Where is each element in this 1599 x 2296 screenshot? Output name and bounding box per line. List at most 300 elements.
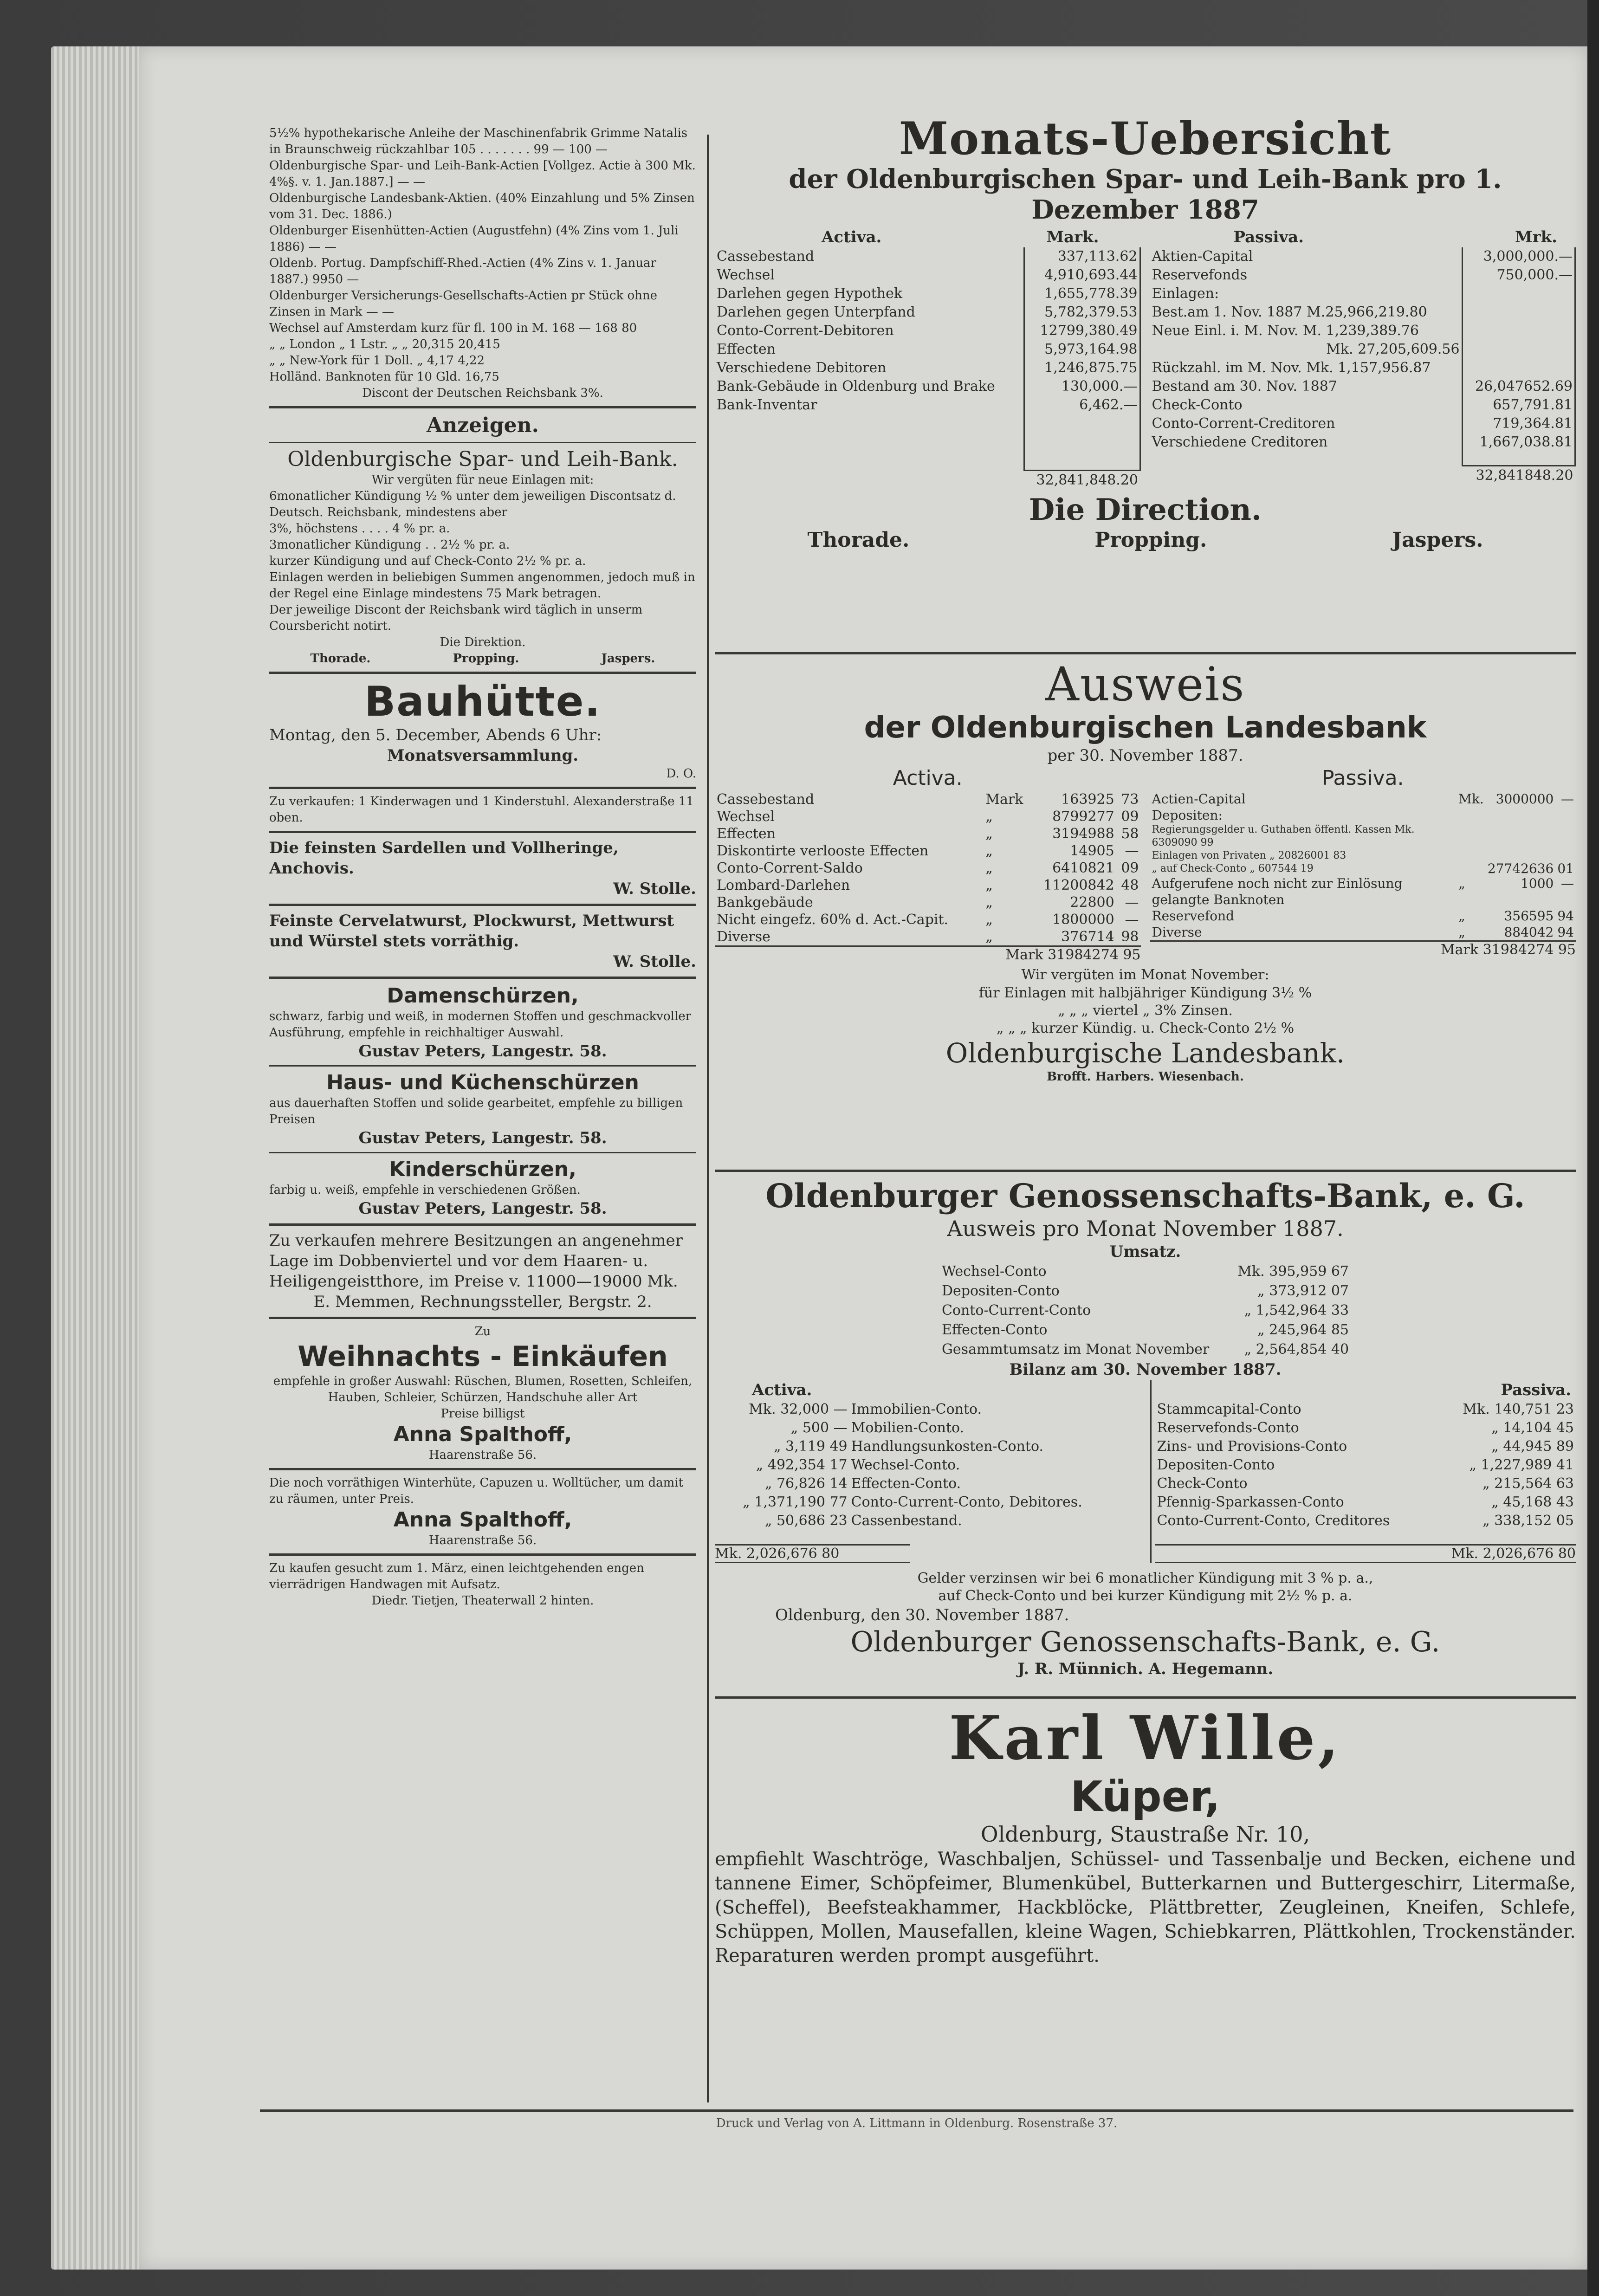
table-row bbox=[1150, 862, 1576, 875]
activa-value: 8799277 bbox=[1052, 808, 1114, 825]
passiva-value bbox=[1462, 322, 1575, 340]
activa-value: „ 50,686 23 bbox=[764, 1513, 848, 1529]
passiva-value bbox=[1486, 849, 1556, 862]
activa-unit: „ bbox=[985, 826, 993, 842]
haus-text: aus dauerhaften Stoffen und solide gearbeitet, empfehle zu billigen Preisen bbox=[269, 1096, 683, 1126]
passiva-total: 32,841848.20 bbox=[1462, 466, 1575, 485]
passiva-label: Aktien-Capital bbox=[1152, 248, 1253, 265]
passiva-label: Depositen-Conto bbox=[1157, 1457, 1275, 1473]
passiva-value: 27742636 bbox=[1487, 861, 1554, 876]
activa-label: Conto-Corrent-Saldo bbox=[717, 860, 863, 876]
umsatz-label: Conto-Current-Conto bbox=[941, 1302, 1091, 1319]
activa-unit: „ bbox=[985, 894, 993, 911]
genoss-passiva bbox=[1150, 1380, 1576, 1563]
umsatz-value: Mk. 395,959 67 bbox=[1237, 1263, 1349, 1280]
passiva-value bbox=[1462, 340, 1575, 359]
table-row bbox=[715, 359, 1140, 377]
kinder-text: farbig u. weiß, empfehle in verschiedenen Größen. bbox=[269, 1183, 581, 1197]
passiva-value: „ 14,104 45 bbox=[1491, 1420, 1574, 1436]
activa-label: Verschiedene Debitoren bbox=[717, 360, 887, 376]
passiva-label: Mk. 27,205,609.56 bbox=[1326, 341, 1460, 357]
divider bbox=[269, 1317, 696, 1319]
passiva-label: Einlagen von Privaten „ 20826001 83 bbox=[1152, 850, 1347, 861]
landes-subtitle: der Oldenburgischen Landesbank bbox=[864, 711, 1427, 745]
passiva-label: Check-Conto bbox=[1152, 397, 1243, 413]
table-row bbox=[715, 808, 1141, 825]
passiva-cents: — bbox=[1561, 791, 1574, 807]
table-row bbox=[715, 322, 1140, 340]
damen-sign: Gustav Peters, Langestr. 58. bbox=[358, 1042, 607, 1061]
table-row bbox=[715, 1512, 1141, 1530]
umsatz-value: „ 1,542,964 33 bbox=[1244, 1302, 1349, 1319]
spar-ad-line: Wir vergüten für neue Einlagen mit: bbox=[371, 473, 594, 487]
landes-activa-table bbox=[715, 791, 1141, 945]
activa-label: Handlungsunkosten-Conto. bbox=[851, 1438, 1044, 1455]
activa-value: 5,782,379.53 bbox=[1024, 303, 1140, 322]
activa-label: Effecten bbox=[717, 341, 776, 357]
table-row bbox=[715, 377, 1140, 396]
table-row bbox=[1150, 359, 1575, 377]
activa-value: 3194988 bbox=[1052, 826, 1114, 842]
passiva-label: Reservefonds bbox=[1152, 267, 1248, 283]
monats-passiva bbox=[1150, 227, 1576, 490]
spar-ad-line: Einlagen werden in beliebigen Summen angenommen, jedoch muß in der Regel eine Einlage mindestens 75 Mark betragen. bbox=[269, 570, 695, 601]
table-row bbox=[715, 303, 1140, 322]
monats-subtitle: der Oldenburgischen Spar- und Leih-Bank pro 1. Dezember 1887 bbox=[789, 164, 1502, 225]
mark-header: Mark. bbox=[1046, 228, 1099, 246]
activa-cents: 58 bbox=[1121, 826, 1139, 842]
passiva-header: Passiva. bbox=[1321, 766, 1404, 790]
passiva-total: Mark 31984274 95 bbox=[1150, 940, 1576, 958]
activa-cents: 09 bbox=[1121, 808, 1139, 825]
sardellen-ad bbox=[269, 838, 696, 899]
passiva-header: Passiva. bbox=[1233, 228, 1304, 246]
activa-label: Bank-Gebäude in Oldenburg und Brake bbox=[717, 378, 995, 395]
passiva-value: „ 45,168 43 bbox=[1491, 1494, 1574, 1510]
umsatz-label: Gesammtumsatz im Monat November bbox=[941, 1341, 1210, 1358]
passiva-label: Best.am 1. Nov. 1887 M.25,966,219.80 bbox=[1152, 304, 1427, 320]
cervelat-sign: W. Stolle. bbox=[613, 952, 696, 971]
right-column bbox=[715, 114, 1576, 2109]
cervelat-ad bbox=[269, 911, 696, 972]
table-row bbox=[941, 1301, 1349, 1320]
umsatz-value: „ 245,964 85 bbox=[1257, 1322, 1349, 1338]
bond-line: Wechsel auf Amsterdam kurz für fl. 100 in M. 168 — 168 80 bbox=[269, 321, 637, 335]
landes-passiva-table bbox=[1150, 791, 1576, 940]
passiva-value: 26,047652.69 bbox=[1462, 377, 1575, 396]
table-row bbox=[715, 1400, 1141, 1419]
passiva-total: Mk. 2,026,676 80 bbox=[1155, 1544, 1576, 1563]
wille-title: Karl Wille, bbox=[949, 1702, 1342, 1773]
table-row bbox=[1150, 303, 1575, 322]
table-row bbox=[715, 266, 1140, 285]
activa-label: Effecten bbox=[717, 826, 776, 842]
activa-label: Cassebestand bbox=[717, 248, 815, 265]
divider bbox=[715, 1170, 1576, 1172]
activa-label: Darlehen gegen Hypothek bbox=[717, 285, 903, 302]
activa-header: Activa. bbox=[822, 228, 882, 246]
passiva-label: Bestand am 30. Nov. 1887 bbox=[1152, 378, 1337, 395]
kinderwagen-ad: Zu verkaufen: 1 Kinderwagen und 1 Kinderstuhl. Alexanderstraße 11 oben. bbox=[269, 795, 694, 825]
passiva-label: Reservefond bbox=[1152, 908, 1235, 924]
spacer bbox=[1462, 452, 1575, 466]
passiva-label: Check-Conto bbox=[1157, 1475, 1248, 1492]
passiva-value: 3,000,000.— bbox=[1462, 247, 1575, 266]
passiva-header-row bbox=[1150, 227, 1576, 247]
footer-rule bbox=[260, 2109, 1573, 2112]
table-row bbox=[1150, 285, 1575, 303]
passiva-label: Pfennig-Sparkassen-Conto bbox=[1157, 1494, 1344, 1510]
divider bbox=[269, 1553, 696, 1556]
activa-label: Immobilien-Conto. bbox=[851, 1401, 982, 1417]
besitz-ad bbox=[269, 1230, 696, 1312]
genoss-signatures: J. R. Münnich. A. Hegemann. bbox=[1017, 1660, 1274, 1678]
wille-addr: Oldenburg, Staustraße Nr. 10, bbox=[980, 1822, 1310, 1847]
monats-balance bbox=[715, 227, 1576, 490]
divider bbox=[269, 1065, 696, 1067]
activa-value: 11200842 bbox=[1043, 877, 1114, 893]
table-row bbox=[715, 1493, 1141, 1512]
passiva-unit bbox=[1457, 849, 1486, 862]
cervelat-text: Feinste Cervelatwurst, Plockwurst, Mettwurst und Würstel stets vorräthig. bbox=[269, 912, 674, 951]
genoss-balance bbox=[715, 1380, 1576, 1563]
besitz-sign: E. Memmen, Rechnungssteller, Bergstr. 2. bbox=[313, 1293, 652, 1311]
genoss-note: auf Check-Conto und bei kurzer Kündigung mit 2½ % p. a. bbox=[938, 1588, 1353, 1604]
activa-label: Effecten-Conto. bbox=[851, 1475, 961, 1492]
bauhuette-line: Montag, den 5. December, Abends 6 Uhr: bbox=[269, 726, 602, 744]
spar-ad-line: Der jeweilige Discont der Reichsbank wird täglich in unserm Coursbericht notirt. bbox=[269, 603, 643, 633]
bond-line: Oldenburgische Landesbank-Aktien. (40% Einzahlung und 5% Zinsen vom 31. Dec. 1886.) bbox=[269, 191, 695, 221]
activa-value: 163925 bbox=[1061, 791, 1114, 808]
kinder-ad bbox=[269, 1157, 696, 1219]
table-row bbox=[715, 414, 1140, 470]
passiva-value: „ 215,564 63 bbox=[1482, 1475, 1574, 1492]
signature: Propping. bbox=[1094, 528, 1207, 552]
bond-line: 5½% hypothekarische Anleihe der Maschinenfabrik Grimme Natalis in Braunschweig rückzahlbar 105 . . . . . . . 99 — 100 — bbox=[269, 126, 688, 156]
passiva-value: „ 44,945 89 bbox=[1491, 1438, 1574, 1455]
genoss-bilanz: Bilanz am 30. November 1887. bbox=[1009, 1360, 1282, 1379]
besitz-text: Zu verkaufen mehrere Besitzungen an angenehmer Lage im Dobbenviertel und vor dem Haaren- u. Heiligengeistthore, im Preise v. 11000—19000 Mk. bbox=[269, 1231, 683, 1291]
passiva-value bbox=[1462, 303, 1575, 322]
table-row bbox=[1150, 340, 1575, 359]
activa-label: Cassebestand bbox=[717, 791, 815, 808]
table-row bbox=[1155, 1400, 1576, 1419]
passiva-value: „ 1,227,989 41 bbox=[1469, 1457, 1574, 1473]
genoss-title: Oldenburger Genossenschafts-Bank, e. G. bbox=[765, 1177, 1525, 1215]
activa-cents: — bbox=[1125, 843, 1139, 859]
landes-date: per 30. November 1887. bbox=[1047, 746, 1243, 765]
activa-label: Lombard-Darlehen bbox=[717, 877, 850, 893]
weihnacht-title: Weihnachts - Einkäufen bbox=[298, 1340, 668, 1373]
spar-ad-line: 3%, höchstens . . . . 4 % pr. a. bbox=[269, 522, 450, 536]
landes-name: Oldenburgische Landesbank. bbox=[945, 1037, 1345, 1069]
activa-value: „ 3,119 49 bbox=[773, 1438, 848, 1455]
activa-value: 1,655,778.39 bbox=[1024, 285, 1140, 303]
handwagen-ad: Zu kaufen gesucht zum 1. März, einen leichtgehenden engen vierrädrigen Handwagen mit Aufsatz. bbox=[269, 1561, 644, 1591]
spar-ad-direktion: Die Direktion. bbox=[440, 635, 526, 649]
bond-line: Oldenburgische Spar- und Leih-Bank-Actien [Vollgez. Actie à 300 Mk. 4%§. v. 1. Jan.1887.] — — bbox=[269, 159, 696, 189]
signature: Jaspers. bbox=[601, 652, 655, 666]
monats-direction: Die Direction. bbox=[1029, 492, 1262, 527]
bond-line: Discont der Deutschen Reichsbank 3%. bbox=[362, 386, 603, 400]
passiva-label: Rückzahl. im M. Nov. Mk. 1,157,956.87 bbox=[1152, 360, 1431, 376]
umsatz-label: Effecten-Conto bbox=[941, 1322, 1048, 1338]
activa-label: Bank-Inventar bbox=[717, 397, 817, 413]
bond-line: „ „ New-York für 1 Doll. „ 4,17 4,22 bbox=[269, 354, 485, 368]
passiva-unit bbox=[1457, 823, 1486, 849]
divider bbox=[269, 672, 696, 674]
passiva-value: 750,000.— bbox=[1462, 266, 1575, 285]
winter-ad bbox=[269, 1475, 696, 1549]
anzeigen-heading: Anzeigen. bbox=[427, 414, 539, 437]
activa-label: Darlehen gegen Unterpfand bbox=[717, 304, 915, 320]
genoss-umsatz-table bbox=[941, 1262, 1349, 1359]
passiva-value bbox=[1462, 359, 1575, 377]
weihnacht-sign: Anna Spalthoff, bbox=[393, 1423, 572, 1446]
monats-signatures bbox=[715, 528, 1576, 553]
umsatz-value: „ 373,912 07 bbox=[1257, 1283, 1349, 1299]
table-row bbox=[715, 791, 1141, 808]
mk-header: Mrk. bbox=[1515, 228, 1557, 246]
passiva-label: Diverse bbox=[1152, 925, 1202, 940]
table-row bbox=[1155, 1512, 1576, 1530]
activa-value: 14905 bbox=[1070, 843, 1114, 859]
activa-label: Nicht eingefz. 60% d. Act.-Capit. bbox=[717, 912, 949, 928]
sardellen-sign: W. Stolle. bbox=[613, 880, 696, 898]
table-row bbox=[715, 877, 1141, 894]
passiva-label: „ auf Check-Conto „ 607544 19 bbox=[1152, 863, 1314, 874]
table-row bbox=[715, 928, 1141, 945]
column-divider bbox=[707, 135, 709, 2102]
scan-right-border bbox=[1587, 0, 1599, 2296]
passiva-label: Stammcapital-Conto bbox=[1157, 1401, 1301, 1417]
landes-rates-intro: Wir vergüten im Monat November: bbox=[1021, 967, 1269, 983]
genoss-activa bbox=[715, 1380, 1141, 1563]
activa-total: 32,841,848.20 bbox=[1024, 470, 1140, 490]
signature: Thorade. bbox=[310, 652, 371, 666]
passiva-label: Regierungsgelder u. Guthaben öffentl. Kassen Mk. 6309090 99 bbox=[1152, 824, 1415, 848]
passiva-label: Neue Einl. i. M. Nov. M. 1,239,389.76 bbox=[1152, 323, 1419, 339]
bond-line: Holländ. Banknoten für 10 Gld. 16,75 bbox=[269, 370, 499, 384]
activa-unit: Mark bbox=[985, 791, 1023, 808]
winter-addr: Haarenstraße 56. bbox=[428, 1533, 537, 1547]
genoss-subtitle: Ausweis pro Monat November 1887. bbox=[947, 1216, 1344, 1241]
landes-rate: „ „ „ kurzer Kündig. u. Check-Conto 2½ % bbox=[996, 1020, 1295, 1036]
table-row bbox=[1150, 875, 1576, 908]
activa-label: Conto-Current-Conto, Debitores. bbox=[851, 1494, 1082, 1510]
passiva-value: 1,667,038.81 bbox=[1462, 433, 1575, 452]
passiva-label: Zins- und Provisions-Conto bbox=[1157, 1438, 1347, 1455]
table-row bbox=[715, 860, 1141, 877]
passiva-value: 884042 bbox=[1504, 925, 1554, 940]
monats-uebersicht bbox=[715, 114, 1576, 647]
table-row bbox=[715, 1456, 1141, 1475]
table-row bbox=[1155, 1437, 1576, 1456]
passiva-label: Depositen: bbox=[1152, 808, 1223, 823]
bauhuette-event: Monatsversammlung. bbox=[387, 746, 579, 765]
activa-value: 12799,380.49 bbox=[1024, 322, 1140, 340]
left-column bbox=[269, 125, 696, 2093]
activa-unit: „ bbox=[985, 860, 993, 876]
genossenschafts-ausweis bbox=[715, 1177, 1576, 1692]
monats-activa-table bbox=[715, 247, 1141, 490]
damen-ad bbox=[269, 983, 696, 1061]
passiva-cents: 01 bbox=[1557, 861, 1574, 876]
monats-activa bbox=[715, 227, 1141, 490]
table-row bbox=[715, 285, 1140, 303]
table-row bbox=[1155, 1456, 1576, 1475]
bond-line: Oldenburger Eisenhütten-Actien (Augustfehn) (4% Zins vom 1. Juli 1886) — — bbox=[269, 224, 679, 254]
activa-label: Wechsel bbox=[717, 808, 775, 825]
genoss-umsatz: Umsatz. bbox=[1109, 1242, 1181, 1261]
passiva-unit: Mk. bbox=[1458, 791, 1484, 807]
bauhuette-sign: D. O. bbox=[666, 767, 696, 781]
passiva-label: Reservefonds-Conto bbox=[1157, 1420, 1299, 1436]
monats-title: Monats-Uebersicht bbox=[899, 114, 1392, 165]
umsatz-label: Depositen-Conto bbox=[941, 1283, 1060, 1299]
genoss-name: Oldenburger Genossenschafts-Bank, e. G. bbox=[850, 1626, 1440, 1658]
bond-quotes bbox=[269, 125, 696, 401]
table-row bbox=[1150, 452, 1575, 466]
passiva-header: Passiva. bbox=[1501, 1381, 1571, 1399]
winter-sign: Anna Spalthoff, bbox=[393, 1508, 572, 1532]
table-row bbox=[941, 1262, 1349, 1281]
sardellen-text: Die feinsten Sardellen und Vollheringe, Anchovis. bbox=[269, 839, 619, 878]
activa-total: Mk. 2,026,676 80 bbox=[715, 1544, 910, 1563]
signature: Jaspers. bbox=[1392, 528, 1483, 552]
activa-unit: „ bbox=[985, 877, 993, 893]
passiva-value: „ 338,152 05 bbox=[1482, 1513, 1574, 1529]
landesbank-ausweis bbox=[715, 659, 1576, 1165]
activa-value: 4,910,693.44 bbox=[1024, 266, 1140, 285]
activa-label: Mobilien-Conto. bbox=[851, 1420, 965, 1436]
passiva-cents: — bbox=[1561, 876, 1574, 891]
divider bbox=[269, 1468, 696, 1470]
signature: Propping. bbox=[453, 652, 519, 666]
total-row bbox=[1150, 466, 1575, 485]
bond-line: Oldenb. Portug. Dampfschiff-Rhed.-Actien (4% Zins v. 1. Januar 1887.) 9950 — bbox=[269, 256, 656, 286]
table-row bbox=[715, 340, 1140, 359]
activa-value: „ 492,354 17 bbox=[756, 1457, 848, 1473]
activa-label: Wechsel bbox=[717, 267, 775, 283]
activa-value: 5,973,164.98 bbox=[1024, 340, 1140, 359]
umsatz-label: Wechsel-Conto bbox=[941, 1263, 1047, 1280]
activa-unit: „ bbox=[985, 912, 993, 928]
table-row bbox=[1150, 414, 1575, 433]
passiva-value: 356595 bbox=[1504, 908, 1554, 924]
divider bbox=[715, 1696, 1576, 1699]
activa-label: Diverse bbox=[717, 929, 770, 945]
passiva-value: 657,791.81 bbox=[1462, 396, 1575, 414]
passiva-label: Actien-Capital bbox=[1152, 791, 1246, 807]
genoss-passiva-table bbox=[1155, 1400, 1576, 1530]
activa-value: 6410821 bbox=[1052, 860, 1114, 876]
wille-sub: Küper, bbox=[1070, 1772, 1221, 1821]
divider bbox=[269, 904, 696, 906]
divider bbox=[269, 831, 696, 833]
passiva-value: 1000 bbox=[1521, 876, 1554, 891]
table-row bbox=[715, 825, 1141, 842]
signature: Thorade. bbox=[807, 528, 910, 552]
imprint: Druck und Verlag von A. Littmann in Oldenburg. Rosenstraße 37. bbox=[716, 2116, 1118, 2130]
activa-cents: 09 bbox=[1121, 860, 1139, 876]
activa-unit: „ bbox=[985, 843, 993, 859]
spacer bbox=[1150, 466, 1463, 485]
spacer bbox=[1150, 452, 1463, 466]
divider bbox=[269, 1223, 696, 1226]
spar-ad-line: kurzer Kündigung und auf Check-Conto 2½ % pr. a. bbox=[269, 554, 586, 568]
passiva-value bbox=[1486, 823, 1556, 849]
spar-ad-line: 6monatlicher Kündigung ½ % unter dem jeweiligen Discontsatz d. Deutsch. Reichsbank, mindestens aber bbox=[269, 489, 676, 519]
table-row bbox=[715, 1437, 1141, 1456]
table-row bbox=[1150, 908, 1576, 924]
passiva-label: Conto-Current-Conto, Creditores bbox=[1157, 1513, 1390, 1529]
table-row bbox=[941, 1340, 1349, 1359]
table-row bbox=[1150, 377, 1575, 396]
spar-ad bbox=[269, 447, 696, 667]
passiva-cents: 94 bbox=[1557, 925, 1574, 940]
weihnacht-addr: Haarenstraße 56. bbox=[428, 1448, 537, 1462]
kinder-sign: Gustav Peters, Langestr. 58. bbox=[358, 1199, 607, 1218]
passiva-value bbox=[1462, 285, 1575, 303]
landes-rate: für Einlagen mit halbjähriger Kündigung 3½ % bbox=[978, 985, 1312, 1001]
table-row bbox=[1150, 322, 1575, 340]
bond-line: „ „ London „ 1 Lstr. „ „ 20,315 20,415 bbox=[269, 337, 500, 351]
activa-value: 337,113.62 bbox=[1024, 247, 1140, 266]
table-row bbox=[715, 1419, 1141, 1437]
table-row bbox=[1150, 807, 1576, 823]
activa-cents: 98 bbox=[1121, 929, 1139, 945]
landes-rate: „ „ „ viertel „ 3% Zinsen. bbox=[1058, 1002, 1233, 1019]
spacer bbox=[715, 470, 1024, 490]
activa-label: Wechsel-Conto. bbox=[851, 1457, 960, 1473]
activa-cents: 48 bbox=[1121, 877, 1139, 893]
activa-value: 6,462.— bbox=[1024, 396, 1140, 414]
genoss-activa-table bbox=[715, 1400, 1141, 1530]
genoss-note: Gelder verzinsen wir bei 6 monatlicher Kündigung mit 3 % p. a., bbox=[917, 1570, 1373, 1586]
table-row bbox=[941, 1281, 1349, 1301]
activa-total: Mark 31984274 95 bbox=[715, 945, 1141, 963]
spar-ad-line: 3monatlicher Kündigung . . 2½ % pr. a. bbox=[269, 538, 510, 552]
umsatz-value: „ 2,564,854 40 bbox=[1244, 1341, 1349, 1358]
kinder-title: Kinderschürzen, bbox=[389, 1158, 576, 1181]
passiva-value bbox=[1486, 807, 1556, 823]
activa-unit: „ bbox=[985, 808, 993, 825]
bauhuette-ad bbox=[269, 679, 696, 782]
table-row bbox=[1150, 823, 1576, 849]
divider bbox=[715, 652, 1576, 654]
bauhuette-title: Bauhütte. bbox=[364, 678, 601, 725]
passiva-cents bbox=[1555, 849, 1576, 862]
passiva-value: Mk. 140,751 23 bbox=[1463, 1401, 1574, 1417]
table-row bbox=[715, 911, 1141, 928]
activa-value: 376714 bbox=[1061, 929, 1114, 945]
table-row bbox=[1150, 396, 1575, 414]
landes-activa bbox=[715, 766, 1141, 963]
activa-cents: 73 bbox=[1121, 791, 1139, 808]
spar-ad-signatures bbox=[269, 651, 696, 667]
activa-label: Cassenbestand. bbox=[851, 1513, 962, 1529]
weihnacht-ad bbox=[269, 1324, 696, 1463]
activa-header: Activa. bbox=[752, 1381, 812, 1399]
passiva-unit: „ bbox=[1458, 925, 1465, 940]
wille-text: empfiehlt Waschtröge, Waschbaljen, Schüssel- und Tassenbalje und Becken, eichene und tannene Eimer, Schöpfeimer, Blumenkübel, Butterkarnen und Buttergeschirr, Litermaße, (Scheffel), Beefsteakhammer, Hackblöcke, Plättbretter, Zeugleinen, Kneifen, Schlefe, Schüppen, Mollen, Mausefallen, kleine Wagen, Schiebkarren, Plättkohlen, Trockenständer. Reparaturen werden prompt ausgeführt. bbox=[715, 1849, 1576, 1966]
passiva-value: 719,364.81 bbox=[1462, 414, 1575, 433]
table-row bbox=[1150, 247, 1575, 266]
table-row bbox=[1150, 791, 1576, 807]
spacer bbox=[1024, 414, 1140, 470]
genoss-place: Oldenburg, den 30. November 1887. bbox=[775, 1606, 1069, 1624]
